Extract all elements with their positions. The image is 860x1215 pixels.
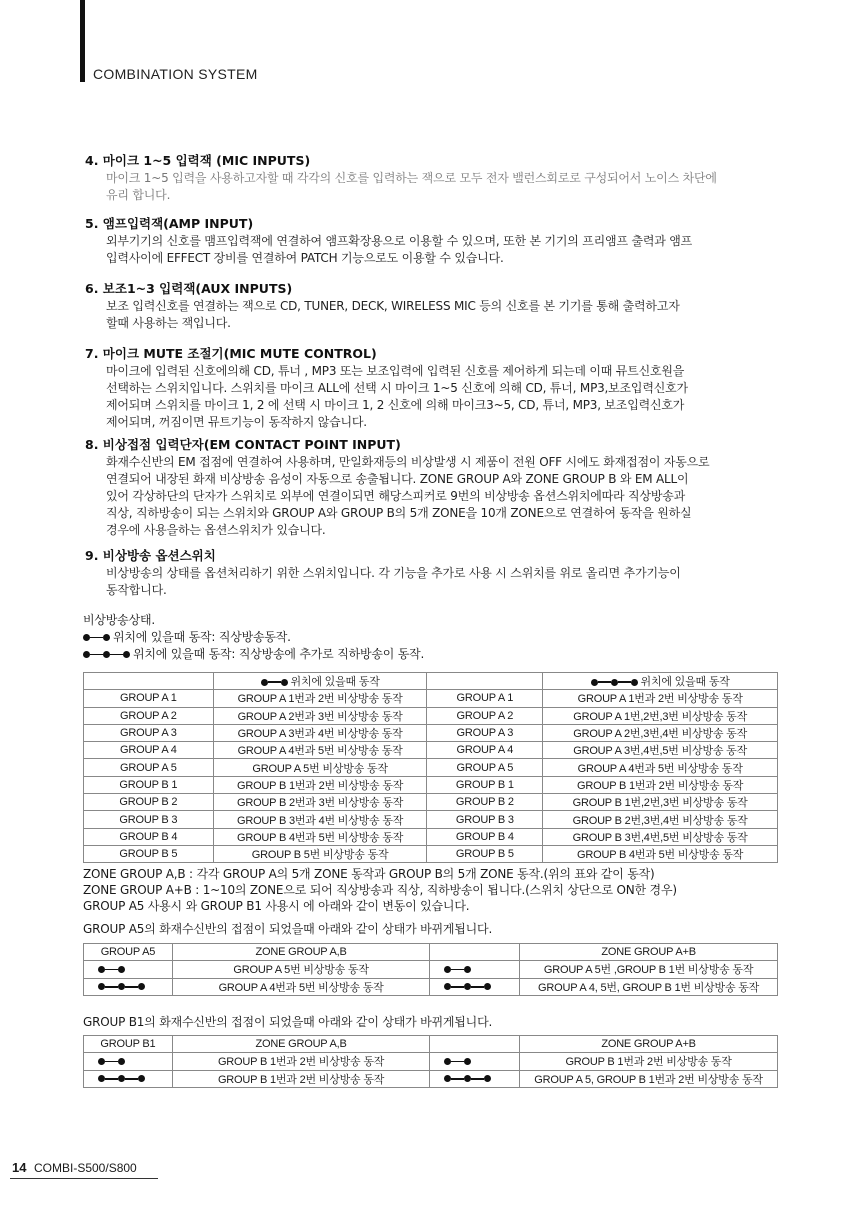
table-cell xyxy=(84,978,173,995)
table-cell: GROUP A 4번과 5번 비상방송 동작 xyxy=(172,978,429,995)
table-cell: GROUP B1 xyxy=(84,1036,173,1053)
section-text: 제어되며 스위치를 마이크 1, 2 에 선택 시 마이크 1, 2 신호에 의해 마이크3~5, CD, 튜너, MP3, 보조입력신호가 xyxy=(106,398,685,412)
switch-three-dot-icon xyxy=(98,983,145,990)
header-bar xyxy=(80,0,85,82)
table-cell: GROUP B 1번과 2번 비상방송 동작 xyxy=(520,1053,778,1070)
status-two-dot-text: 위치에 있을때 동작: 직상방송동작. xyxy=(113,630,291,644)
section-text: 있어 각상하단의 단자가 스위치로 외부에 연결이되면 해당스피커로 9번의 비상방송 옵션스위치에따라 직상방송과 xyxy=(106,489,686,503)
section-text: 할때 사용하는 잭입니다. xyxy=(106,316,231,330)
table-row xyxy=(84,690,778,707)
table-cell xyxy=(430,1070,520,1087)
table-cell: GROUP A 4번과 5번 비상방송 동작 xyxy=(543,759,778,776)
table-header-row xyxy=(84,944,778,961)
table-cell: GROUP B 1번과 2번 비상방송 동작 xyxy=(543,776,778,793)
table-cell: GROUP B 1번과 2번 비상방송 동작 xyxy=(213,776,427,793)
table-cell xyxy=(430,944,520,961)
section-text: 마이크에 입력된 신호에의해 CD, 튜너 , MP3 또는 보조입력에 입력된 신호를 제어하게 되는데 이때 뮤트신호원을 xyxy=(106,364,685,378)
table-cell: GROUP A 1 xyxy=(84,690,214,707)
table-cell: GROUP A 1번,2번,3번 비상방송 동작 xyxy=(543,707,778,724)
table-cell xyxy=(84,961,173,978)
table-cell: ZONE GROUP A+B xyxy=(520,944,778,961)
section-6 xyxy=(85,280,680,332)
page-header: COMBINATION SYSTEM xyxy=(93,66,258,82)
switch-two-dot-icon xyxy=(83,634,110,641)
section-text: 유리 합니다. xyxy=(106,188,171,202)
section-text: 입력사이에 EFFECT 장비를 연결하여 PATCH 기능으로도 이용할 수 있습니다. xyxy=(106,251,504,265)
option-switch-table xyxy=(83,672,778,863)
table-cell: GROUP A 3번,4번,5번 비상방송 동작 xyxy=(543,742,778,759)
section-title: 9. 비상방송 옵션스위치 xyxy=(85,548,216,563)
table-header-row xyxy=(84,673,778,690)
section-8 xyxy=(85,436,709,539)
table-row xyxy=(84,776,778,793)
table-cell: GROUP B 3 xyxy=(427,811,543,828)
b1-table xyxy=(83,1035,778,1088)
table-cell: GROUP A 1번과 2번 비상방송 동작 xyxy=(213,690,427,707)
table-cell: GROUP B 2번과 3번 비상방송 동작 xyxy=(213,794,427,811)
section-text: 마이크 1~5 입력을 사용하고자할 때 각각의 신호를 입력하는 잭으로 모두 전자 밸런스회로로 구성되어서 노이스 차단에 xyxy=(106,171,717,185)
table-row xyxy=(84,845,778,862)
section-text: 외부기기의 신호를 맴프입력잭에 연결하여 앰프확장용으로 이용할 수 있으며, 또한 본 기기의 프리앰프 출력과 앰프 xyxy=(106,234,693,248)
switch-two-dot-icon xyxy=(98,1058,125,1065)
table-row xyxy=(84,1070,778,1087)
table-cell: GROUP B 4 xyxy=(427,828,543,845)
table-cell: GROUP A 5번 비상방송 동작 xyxy=(213,759,427,776)
table-cell: GROUP A 4, 5번, GROUP B 1번 비상방송 동작 xyxy=(520,978,778,995)
switch-two-dot-icon xyxy=(98,966,125,973)
status-two-dot xyxy=(83,629,291,646)
note-3: GROUP A5 사용시 와 GROUP B1 사용시 에 아래와 같이 변동이 있습니다. xyxy=(83,899,470,913)
table-cell: GROUP A 2번,3번,4번 비상방송 동작 xyxy=(543,724,778,741)
table-row xyxy=(84,742,778,759)
switch-three-dot-icon xyxy=(444,983,491,990)
table-cell: GROUP B 3번,4번,5번 비상방송 동작 xyxy=(543,828,778,845)
table-cell: GROUP A 4번과 5번 비상방송 동작 xyxy=(213,742,427,759)
header-two-dot: 위치에 있을때 동작 xyxy=(213,673,427,690)
section-title: 5. 앰프입력잭(AMP INPUT) xyxy=(85,216,254,231)
section-4 xyxy=(85,152,717,204)
note-1: ZONE GROUP A,B : 각각 GROUP A의 5개 ZONE 동작과 GROUP B의 5개 ZONE 동작.(위의 표와 같이 동작) xyxy=(83,867,655,881)
section-text: 제어되며, 꺼짐이면 뮤트기능이 동작하지 않습니다. xyxy=(106,415,367,429)
switch-two-dot-icon xyxy=(444,966,471,973)
b1-caption: GROUP B1의 화재수신반의 접점이 되었을때 아래와 같이 상태가 바뀌게됩니다. xyxy=(83,1015,493,1029)
table-cell: GROUP A 2 xyxy=(84,707,214,724)
a5-caption: GROUP A5의 화재수신반의 접점이 되었을때 아래와 같이 상태가 바뀌게됩니다. xyxy=(83,922,493,936)
section-text: 직상, 직하방송이 되는 스위치와 GROUP A와 GROUP B의 5개 ZONE을 10개 ZONE으로 연결하여 동작을 원하실 xyxy=(106,506,692,520)
page-number: 14 xyxy=(12,1160,27,1175)
table-cell: GROUP A 4 xyxy=(84,742,214,759)
table-cell: GROUP A 5 xyxy=(427,759,543,776)
switch-three-dot-icon xyxy=(591,679,638,686)
section-9 xyxy=(85,547,681,599)
status-title: 비상방송상태. xyxy=(83,613,155,627)
switch-three-dot-icon xyxy=(83,651,130,658)
table-row xyxy=(84,724,778,741)
section-title: 7. 마이크 MUTE 조절기(MIC MUTE CONTROL) xyxy=(85,346,377,361)
table-cell: GROUP A 3 xyxy=(427,724,543,741)
section-text: 화재수신반의 EM 접점에 연결하여 사용하며, 만일화재등의 비상발생 시 제품이 전원 OFF 시에도 화재접점이 자동으로 xyxy=(106,455,710,469)
table-cell: GROUP B 4번과 5번 비상방송 동작 xyxy=(543,845,778,862)
switch-two-dot-icon xyxy=(261,679,288,686)
section-5 xyxy=(85,215,692,267)
table-cell: GROUP B 3 xyxy=(84,811,214,828)
table-row xyxy=(84,978,778,995)
table-cell: GROUP B 1 xyxy=(427,776,543,793)
table-cell xyxy=(430,978,520,995)
table-cell: GROUP A 1번과 2번 비상방송 동작 xyxy=(543,690,778,707)
a5-table xyxy=(83,943,778,996)
table-cell: ZONE GROUP A+B xyxy=(520,1036,778,1053)
table-row xyxy=(84,759,778,776)
table-cell xyxy=(84,1053,173,1070)
table-row xyxy=(84,1053,778,1070)
table-cell: GROUP B 1번,2번,3번 비상방송 동작 xyxy=(543,794,778,811)
switch-two-dot-icon xyxy=(444,1058,471,1065)
table-row xyxy=(84,961,778,978)
section-text: 동작합니다. xyxy=(106,583,167,597)
table-row xyxy=(84,828,778,845)
table-cell xyxy=(430,1053,520,1070)
table-cell: ZONE GROUP A,B xyxy=(172,944,429,961)
table-cell: GROUP B 5번 비상방송 동작 xyxy=(213,845,427,862)
section-title: 4. 마이크 1~5 입력잭 (MIC INPUTS) xyxy=(85,153,311,168)
section-text: 경우에 사용을하는 옵션스위치가 있습니다. xyxy=(106,523,326,537)
table-cell xyxy=(430,961,520,978)
section-text: 보조 입력신호를 연결하는 잭으로 CD, TUNER, DECK, WIRELESS MIC 등의 신호를 본 기기를 통해 출력하고자 xyxy=(106,299,680,313)
table-cell: GROUP B 5 xyxy=(84,845,214,862)
section-title: 6. 보조1~3 입력잭(AUX INPUTS) xyxy=(85,281,293,296)
table-cell: GROUP A 1 xyxy=(427,690,543,707)
header-three-dot: 위치에 있을때 동작 xyxy=(543,673,778,690)
status-three-dot xyxy=(83,646,424,663)
table-cell: GROUP B 4 xyxy=(84,828,214,845)
note-2: ZONE GROUP A+B : 1~10의 ZONE으로 되어 직상방송과 직상, 직하방송이 됩니다.(스위치 상단으로 ON한 경우) xyxy=(83,883,677,897)
table-cell: GROUP B 1번과 2번 비상방송 동작 xyxy=(172,1070,429,1087)
section-title: 8. 비상접점 입력단자(EM CONTACT POINT INPUT) xyxy=(85,437,401,452)
status-three-dot-text: 위치에 있을때 동작: 직상방송에 추가로 직하방송이 동작. xyxy=(133,647,425,661)
table-cell: GROUP B 1 xyxy=(84,776,214,793)
section-text: 비상방송의 상태를 옵션처리하기 위한 스위치입니다. 각 기능을 추가로 사용 시 스위치를 위로 올리면 추가기능이 xyxy=(106,566,681,580)
switch-three-dot-icon xyxy=(98,1075,145,1082)
table-cell: GROUP B 1번과 2번 비상방송 동작 xyxy=(172,1053,429,1070)
table-cell: GROUP A 5, GROUP B 1번과 2번 비상방송 동작 xyxy=(520,1070,778,1087)
switch-three-dot-icon xyxy=(444,1075,491,1082)
section-7 xyxy=(85,345,688,431)
table-cell: GROUP B 3번과 4번 비상방송 동작 xyxy=(213,811,427,828)
table-cell xyxy=(430,1036,520,1053)
table-cell: GROUP A 5 xyxy=(84,759,214,776)
section-text: 선택하는 스위치입니다. 스위치를 마이크 ALL에 선택 시 마이크 1~5 신호에 의해 CD, 튜너, MP3,보조입력신호가 xyxy=(106,381,688,395)
table-cell: GROUP B 2 xyxy=(427,794,543,811)
table-cell: GROUP B 4번과 5번 비상방송 동작 xyxy=(213,828,427,845)
table-cell: GROUP A 2번과 3번 비상방송 동작 xyxy=(213,707,427,724)
table-row xyxy=(84,811,778,828)
section-text: 연결되어 내장된 화재 비상방송 음성이 자동으로 송출됩니다. ZONE GROUP A와 ZONE GROUP B 와 EM ALL이 xyxy=(106,472,689,486)
table-cell: GROUP A 5번 비상방송 동작 xyxy=(172,961,429,978)
table-cell: GROUP A 3 xyxy=(84,724,214,741)
table-cell: ZONE GROUP A,B xyxy=(172,1036,429,1053)
table-cell: GROUP A 2 xyxy=(427,707,543,724)
table-cell: GROUP A 4 xyxy=(427,742,543,759)
table-row xyxy=(84,707,778,724)
table-cell xyxy=(84,1070,173,1087)
table-cell: GROUP B 2 xyxy=(84,794,214,811)
table-cell: GROUP A 5번 ,GROUP B 1번 비상방송 동작 xyxy=(520,961,778,978)
table-row xyxy=(84,794,778,811)
table-cell: GROUP A5 xyxy=(84,944,173,961)
table-cell: GROUP B 2번,3번,4번 비상방송 동작 xyxy=(543,811,778,828)
table-cell: GROUP B 5 xyxy=(427,845,543,862)
footer-divider xyxy=(10,1178,158,1179)
model-name: COMBI-S500/S800 xyxy=(34,1161,137,1175)
table-cell: GROUP A 3번과 4번 비상방송 동작 xyxy=(213,724,427,741)
table-header-row xyxy=(84,1036,778,1053)
